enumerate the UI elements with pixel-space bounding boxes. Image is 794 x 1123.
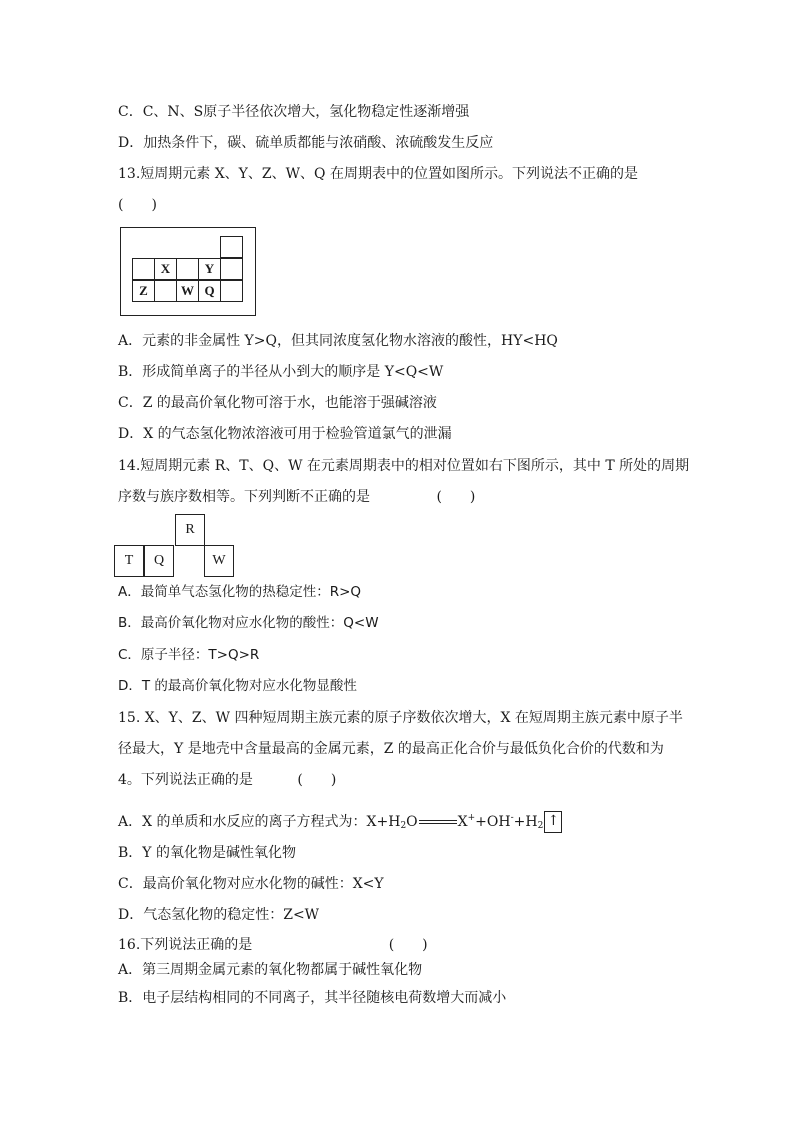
- q15-option-a-o: O: [406, 814, 418, 830]
- q15-superscript: +: [467, 813, 476, 823]
- q16-option-a: A．第三周期金属元素的氧化物都属于碱性氧化物: [118, 962, 423, 978]
- q13-cell-empty: [220, 258, 243, 280]
- q15-option-d: D．气态氢化物的稳定性：Z<W: [118, 907, 320, 923]
- q15-subscript: 2: [400, 821, 407, 831]
- up-arrow-icon: ↑: [544, 811, 562, 833]
- q15-stem-line1: 15. X、Y、Z、W 四种短周期主族元素的原子序数依次增大，X 在短周期主族元素中原子半: [118, 710, 683, 726]
- q14-stem-text: 序数与族序数相等。下列判断不正确的是: [118, 489, 370, 505]
- q16-paren: ( ): [388, 937, 428, 953]
- q14-option-a: A．最简单气态氢化物的热稳定性：R>Q: [118, 584, 362, 600]
- q13-cell-empty: [176, 258, 199, 280]
- q13-cell-z: Z: [132, 280, 155, 302]
- q14-cell-r: R: [175, 514, 205, 546]
- q15-stem-line3: [118, 770, 336, 790]
- q15-option-b: B．Y 的氧化物是碱性氧化物: [118, 845, 296, 861]
- q13-cell-empty: [220, 280, 243, 302]
- q16-stem-text: 16.下列说法正确的是: [118, 937, 253, 953]
- q14-option-b: B．最高价氧化物对应水化物的酸性：Q<W: [118, 615, 379, 631]
- q14-cell-t: T: [114, 545, 144, 577]
- q15-superscript: -: [510, 813, 514, 823]
- q12-option-d: D．加热条件下，碳、硫单质都能与浓硝酸、浓硫酸发生反应: [118, 135, 494, 151]
- q12-option-c: C．C、N、S原子半径依次增大，氢化物稳定性逐渐增强: [118, 104, 470, 120]
- q13-stem: 13.短周期元素 X、Y、Z、W、Q 在周期表中的位置如图所示。下列说法不正确的是: [118, 166, 638, 182]
- q15-paren: ( ): [297, 772, 337, 788]
- q13-periodic-table-figure: [120, 227, 256, 316]
- q15-option-a-h: +H: [513, 814, 538, 830]
- q16-option-b: B．电子层结构相同的不同离子，其半径随核电荷数增大而减小: [118, 990, 507, 1006]
- q14-paren: ( ): [436, 489, 476, 505]
- q15-option-a-prefix: A．X 的单质和水反应的离子方程式为：X+H: [118, 814, 401, 830]
- q13-cell-empty: [220, 236, 243, 258]
- q14-stem-line2: [118, 487, 475, 507]
- q15-option-a-oh: +OH: [475, 814, 511, 830]
- q14-cell-q: Q: [144, 545, 174, 577]
- q13-cell-y: Y: [198, 258, 221, 280]
- q15-stem-line2: 径最大，Y 是地壳中含量最高的金属元素，Z 的最高正化合价与最低负化合价的代数和为: [118, 741, 664, 757]
- q13-option-b: B．形成简单离子的半径从小到大的顺序是 Y<Q<W: [118, 364, 444, 380]
- q14-stem-line1: 14.短周期元素 R、T、Q、W 在元素周期表中的相对位置如右下图所示，其中 T 所处的周期: [118, 458, 690, 474]
- q13-cell-x: X: [154, 258, 177, 280]
- q15-stem-text: 4。下列说法正确的是: [118, 772, 253, 788]
- q16-stem-line: [118, 935, 428, 955]
- q13-cell-w: W: [176, 280, 199, 302]
- q15-option-c: C．最高价氧化物对应水化物的碱性：X<Y: [118, 876, 384, 892]
- q13-option-d: D．X 的气态氢化物浓溶液可用于检验管道氯气的泄漏: [118, 426, 452, 442]
- q14-cell-w: W: [204, 545, 234, 577]
- q15-option-a: [118, 808, 562, 836]
- q13-cell-empty: [154, 280, 177, 302]
- q13-paren: ( ): [118, 197, 157, 213]
- equals-sign-icon: [419, 820, 457, 824]
- q13-cell-empty: [132, 258, 155, 280]
- q14-option-c: C．原子半径：T>Q>R: [118, 647, 260, 663]
- q15-subscript: 2: [537, 821, 544, 831]
- q14-option-d: D．T 的最高价氧化物对应水化物显酸性: [118, 678, 357, 694]
- q13-cell-q: Q: [198, 280, 221, 302]
- q13-option-a: A．元素的非金属性 Y>Q，但其同浓度氢化物水溶液的酸性，HY<HQ: [118, 333, 558, 349]
- q15-option-a-x: X: [457, 814, 468, 830]
- q13-option-c: C．Z 的最高价氧化物可溶于水，也能溶于强碱溶液: [118, 395, 437, 411]
